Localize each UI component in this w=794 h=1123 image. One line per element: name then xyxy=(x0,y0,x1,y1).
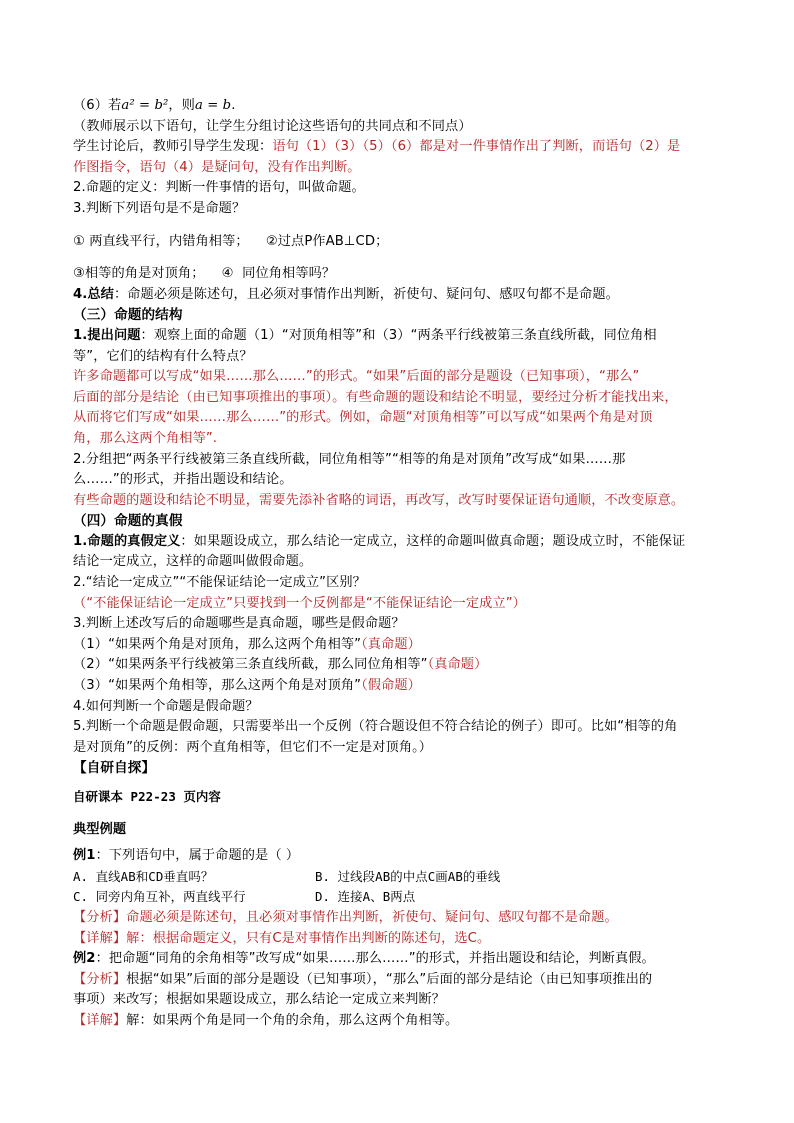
text: ：把命题“同角的余角相等”改写成“如果……那么……”的形式，并指出题设和结论，判断真假。 xyxy=(95,951,655,967)
answer-line: 后面的部分是结论（由已知事项推出的事项）。有些命题的题设和结论不明显，要经过分析才能找出来， xyxy=(73,389,678,405)
option-c: C. 同旁内角互补，两直线平行 xyxy=(73,889,246,905)
text-line: 5.判断一个命题是假命题，只需要举出一个反例（符合题设但不符合结论的例子）即可。比如“相等的角 xyxy=(73,719,678,735)
answer-line: 从而将它们写成“如果……那么……”的形式。例如，命题“对顶角相等”可以写成“如果两个角是对顶 xyxy=(73,410,653,426)
text: （1）“如果两个角是对顶角，那么这两个角相等” xyxy=(73,636,362,652)
math-formula: a = b xyxy=(194,98,232,113)
analysis-tag: 【分析】 xyxy=(73,971,127,987)
bold-label: 1.提出问题 xyxy=(73,327,141,343)
section-heading-truth: （四）命题的真假 xyxy=(73,513,183,530)
options-row-1 xyxy=(73,867,733,888)
solution-line-2 xyxy=(73,1011,733,1032)
text-line: 等”，它们的结构有什么特点？ xyxy=(73,348,253,364)
self-study-content: 自研课本 P22-23 页内容 xyxy=(73,789,221,804)
answer-text: 语句（1）（3）（5）（6）都是对一件事情作出了判断，而语句（2）是 xyxy=(272,139,681,155)
section-heading-structure: （三）命题的结构 xyxy=(73,307,183,324)
option-b: B. 过线段AB的中点C画AB的垂线 xyxy=(315,868,501,884)
text-line: 4.如何判断一个命题是假命题？ xyxy=(73,698,259,714)
statements-row-2: ③相等的角是对顶角； ④ 同位角相等吗？ xyxy=(73,266,336,282)
text-line: 3.判断上述改写后的命题哪些是真命题，哪些是假命题？ xyxy=(73,616,405,632)
text: （3）“如果两个角相等，那么这两个角是对顶角” xyxy=(73,678,362,694)
solution-tag: 【详解】 xyxy=(73,930,127,946)
text: （6）若 xyxy=(73,98,122,113)
typical-examples-heading: 典型例题 xyxy=(73,821,127,837)
bold-label: 4.总结 xyxy=(73,286,114,302)
text-line: 2.“结论一定成立”“不能保证结论一定成立”区别？ xyxy=(73,575,366,591)
judge-line-1 xyxy=(73,635,733,656)
bold-label: 1.命题的真假定义 xyxy=(73,533,181,549)
solution-tag: 【详解】 xyxy=(73,1012,127,1028)
bold-label: 例2 xyxy=(73,951,96,967)
example-2-question xyxy=(73,949,733,970)
summary-line xyxy=(73,285,733,306)
text: ：观察上面的命题（1）“对顶角相等”和（3）“两条平行线被第三条直线所截，同位角相 xyxy=(140,327,657,343)
judge-line-2 xyxy=(73,655,733,676)
answer-text: （真命题） xyxy=(361,636,421,652)
solution-line-1 xyxy=(73,929,733,950)
text: ：如果题设成立，那么结论一定成立，这样的命题叫做真命题；题设成立时，不能保证 xyxy=(180,533,686,549)
text: ：命题必须是陈述句，且必须对事情作出判断，祈使句、疑问句、感叹句都不是命题。 xyxy=(113,286,619,302)
question-line: 3.判断下列语句是不是命题？ xyxy=(73,200,246,216)
answer-line: （“不能保证结论一定成立”只要找到一个反例都是“不能保证结论一定成立”） xyxy=(73,595,526,611)
options-row-2 xyxy=(73,887,733,908)
teacher-note: （教师展示以下语句，让学生分组讨论这些语句的共同点和不同点） xyxy=(73,118,472,134)
analysis-text: 命题必须是陈述句，且必须对事情作出判断，祈使句、疑问句、感叹句都不是命题。 xyxy=(126,909,618,925)
text-line: 结论一定成立，这样的命题叫做假命题。 xyxy=(73,554,313,570)
raise-question-line xyxy=(73,326,733,347)
answer-line: 角，那么这两个角相等”. xyxy=(73,430,218,446)
answer-line: 有些命题的题设和结论不明显，需要先添补省略的词语，再改写，改写时要保证语句通顺，不改变原意。 xyxy=(73,492,685,508)
answer-line: 许多命题都可以写成“如果……那么……”的形式。“如果”后面的部分是题设（已知事项），“那么” xyxy=(73,369,640,385)
text: 学生讨论后，教师引导学生发现： xyxy=(73,139,273,155)
text-line: 2.分组把“两条平行线被第三条直线所截，同位角相等”“相等的角是对顶角”改写成“如果……那 xyxy=(73,451,626,467)
example-1-question xyxy=(73,846,733,867)
text-line: 是对顶角”的反例：两个直角相等，但它们不一定是对顶角。） xyxy=(73,739,433,755)
solution-text: 解：根据命题定义，只有C是对事情作出判断的陈述句，选C。 xyxy=(126,930,491,946)
text-line: 事项）来改写；根据如果题设成立，那么结论一定成立来判断？ xyxy=(73,992,446,1008)
line-statement-6 xyxy=(73,96,733,117)
bold-label: 例1 xyxy=(73,848,96,864)
section-heading-self-study: 【自研自探】 xyxy=(73,760,156,777)
text-line: 么……”的形式，并指出题设和结论。 xyxy=(73,472,293,488)
analysis-line-1 xyxy=(73,908,733,929)
truth-definition-line xyxy=(73,532,733,553)
option-a: A. 直线AB和CD垂直吗？ xyxy=(73,868,214,884)
document-page xyxy=(73,96,733,1032)
math-formula: a² = b² xyxy=(121,98,169,113)
text: ：下列语句中，属于命题的是（ ） xyxy=(95,848,300,864)
discussion-line-2: 作图指令，语句（4）是疑问句，没有作出判断。 xyxy=(73,159,361,175)
definition-line: 2.命题的定义：判断一件事情的语句，叫做命题。 xyxy=(73,180,365,196)
answer-text: （真命题） xyxy=(427,657,488,673)
text: ，则 xyxy=(168,98,195,113)
analysis-text: 根据“如果”后面的部分是题设（已知事项），“那么”后面的部分是结论（由已知事项推出的 xyxy=(126,971,653,987)
analysis-tag: 【分析】 xyxy=(73,909,127,925)
judge-line-3 xyxy=(73,676,733,697)
answer-text: （假命题） xyxy=(361,678,421,694)
discussion-line xyxy=(73,137,733,158)
analysis-line-2 xyxy=(73,970,733,991)
option-d: D. 连接A、B两点 xyxy=(315,889,416,905)
solution-text: 解：如果两个角是同一个角的余角，那么这两个角相等。 xyxy=(126,1012,459,1028)
statements-row-1: ① 两直线平行，内错角相等； ②过点P作AB⊥CD； xyxy=(73,233,389,249)
text: . xyxy=(231,98,236,113)
text: （2）“如果两条平行线被第三条直线所截，那么同位角相等” xyxy=(73,657,428,673)
